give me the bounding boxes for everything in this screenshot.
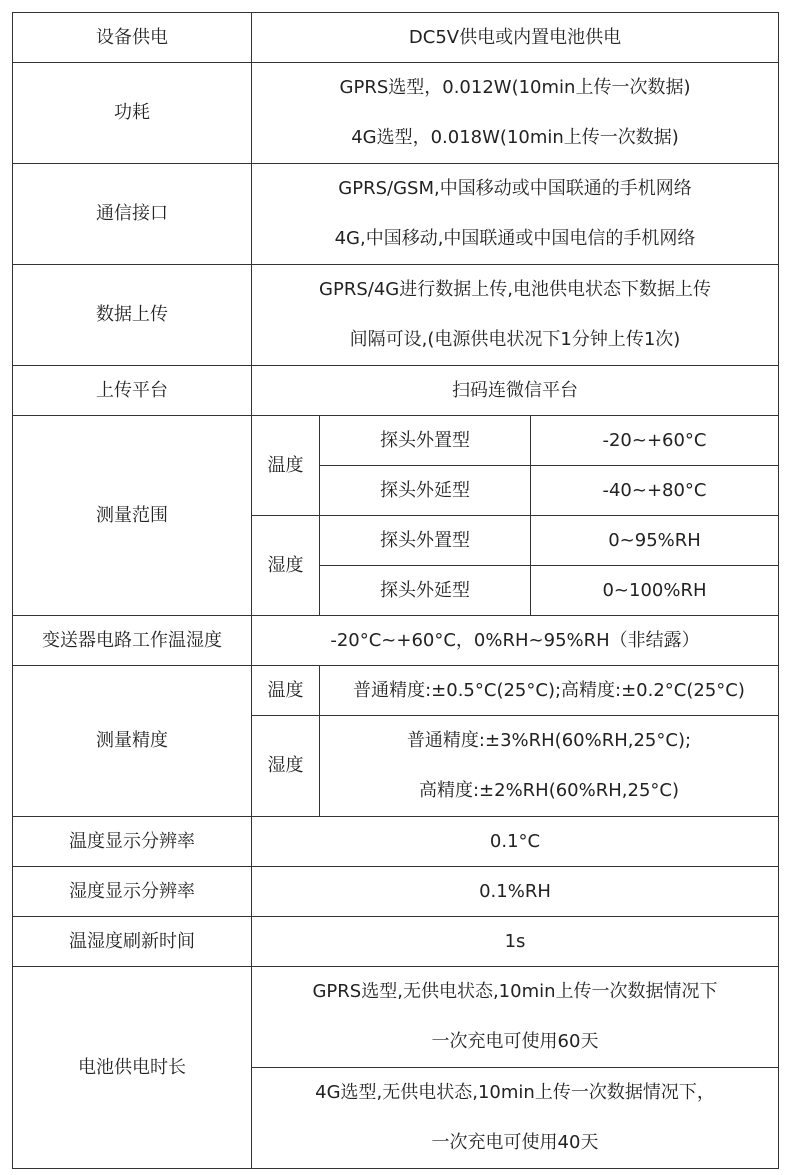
row-label-upload-platform: 上传平台 bbox=[13, 366, 252, 416]
range-value: 0~100%RH bbox=[531, 566, 779, 616]
value-line: GPRS选型,无供电状态,10min上传一次数据情况下 bbox=[312, 981, 718, 1002]
table-row bbox=[13, 265, 779, 366]
row-label-data-upload: 数据上传 bbox=[13, 265, 252, 366]
accuracy-humid-value bbox=[320, 716, 779, 817]
row-label-refresh-time: 温湿度刷新时间 bbox=[13, 917, 252, 967]
battery-life-gprs bbox=[252, 967, 779, 1068]
value-line: 一次充电可使用40天 bbox=[431, 1132, 599, 1153]
row-value-data-upload bbox=[252, 265, 779, 366]
range-value: -40~+80°C bbox=[531, 466, 779, 516]
table-row bbox=[13, 917, 779, 967]
probe-type: 探头外置型 bbox=[320, 416, 531, 466]
probe-type: 探头外延型 bbox=[320, 466, 531, 516]
value-line: 高精度:±2%RH(60%RH,25°C) bbox=[418, 780, 680, 801]
value-line: 一次充电可使用60天 bbox=[431, 1031, 599, 1052]
value-line: GPRS/GSM,中国移动或中国联通的手机网络 bbox=[338, 178, 692, 199]
table-row bbox=[13, 366, 779, 416]
table-row bbox=[13, 967, 779, 1068]
value-line: GPRS/4G进行数据上传,电池供电状态下数据上传 bbox=[319, 279, 711, 300]
table-row bbox=[13, 817, 779, 867]
row-value-power-consumption bbox=[252, 63, 779, 164]
battery-life-4g bbox=[252, 1068, 779, 1169]
value-line: GPRS选型，0.012W(10min上传一次数据) bbox=[339, 77, 691, 98]
table-row bbox=[13, 616, 779, 666]
value-line: 4G,中国移动,中国联通或中国电信的手机网络 bbox=[334, 228, 696, 249]
row-label-accuracy: 测量精度 bbox=[13, 666, 252, 817]
table-row bbox=[13, 666, 779, 716]
accuracy-humid-label: 湿度 bbox=[252, 716, 320, 817]
row-label-power-supply: 设备供电 bbox=[13, 13, 252, 63]
accuracy-temp-value: 普通精度:±0.5°C(25°C);高精度:±0.2°C(25°C) bbox=[320, 666, 779, 716]
measure-range-temp-label: 温度 bbox=[252, 416, 320, 516]
row-value-refresh-time: 1s bbox=[252, 917, 779, 967]
row-label-temp-resolution: 温度显示分辨率 bbox=[13, 817, 252, 867]
value-line: 4G选型，0.018W(10min上传一次数据) bbox=[351, 127, 679, 148]
value-line: 普通精度:±3%RH(60%RH,25°C); bbox=[406, 730, 692, 751]
spec-table bbox=[12, 12, 779, 1169]
row-value-humid-resolution: 0.1%RH bbox=[252, 867, 779, 917]
row-value-transmitter-env: -20°C~+60°C，0%RH~95%RH（非结露） bbox=[252, 616, 779, 666]
probe-type: 探头外置型 bbox=[320, 516, 531, 566]
row-label-power-consumption: 功耗 bbox=[13, 63, 252, 164]
table-row bbox=[13, 867, 779, 917]
row-label-humid-resolution: 湿度显示分辨率 bbox=[13, 867, 252, 917]
row-label-comm-interface: 通信接口 bbox=[13, 164, 252, 265]
range-value: 0~95%RH bbox=[531, 516, 779, 566]
range-value: -20~+60°C bbox=[531, 416, 779, 466]
table-row bbox=[13, 63, 779, 164]
row-value-power-supply: DC5V供电或内置电池供电 bbox=[252, 13, 779, 63]
row-label-transmitter-env: 变送器电路工作温湿度 bbox=[13, 616, 252, 666]
row-label-battery-life: 电池供电时长 bbox=[13, 967, 252, 1169]
table-row bbox=[13, 164, 779, 265]
value-line: 4G选型,无供电状态,10min上传一次数据情况下， bbox=[315, 1082, 715, 1103]
row-value-upload-platform: 扫码连微信平台 bbox=[252, 366, 779, 416]
probe-type: 探头外延型 bbox=[320, 566, 531, 616]
table-row bbox=[13, 13, 779, 63]
value-line: 间隔可设,(电源供电状况下1分钟上传1次) bbox=[349, 329, 681, 350]
table-row bbox=[13, 416, 779, 466]
row-value-comm-interface bbox=[252, 164, 779, 265]
accuracy-temp-label: 温度 bbox=[252, 666, 320, 716]
row-label-measure-range: 测量范围 bbox=[13, 416, 252, 616]
row-value-temp-resolution: 0.1°C bbox=[252, 817, 779, 867]
measure-range-humid-label: 湿度 bbox=[252, 516, 320, 616]
